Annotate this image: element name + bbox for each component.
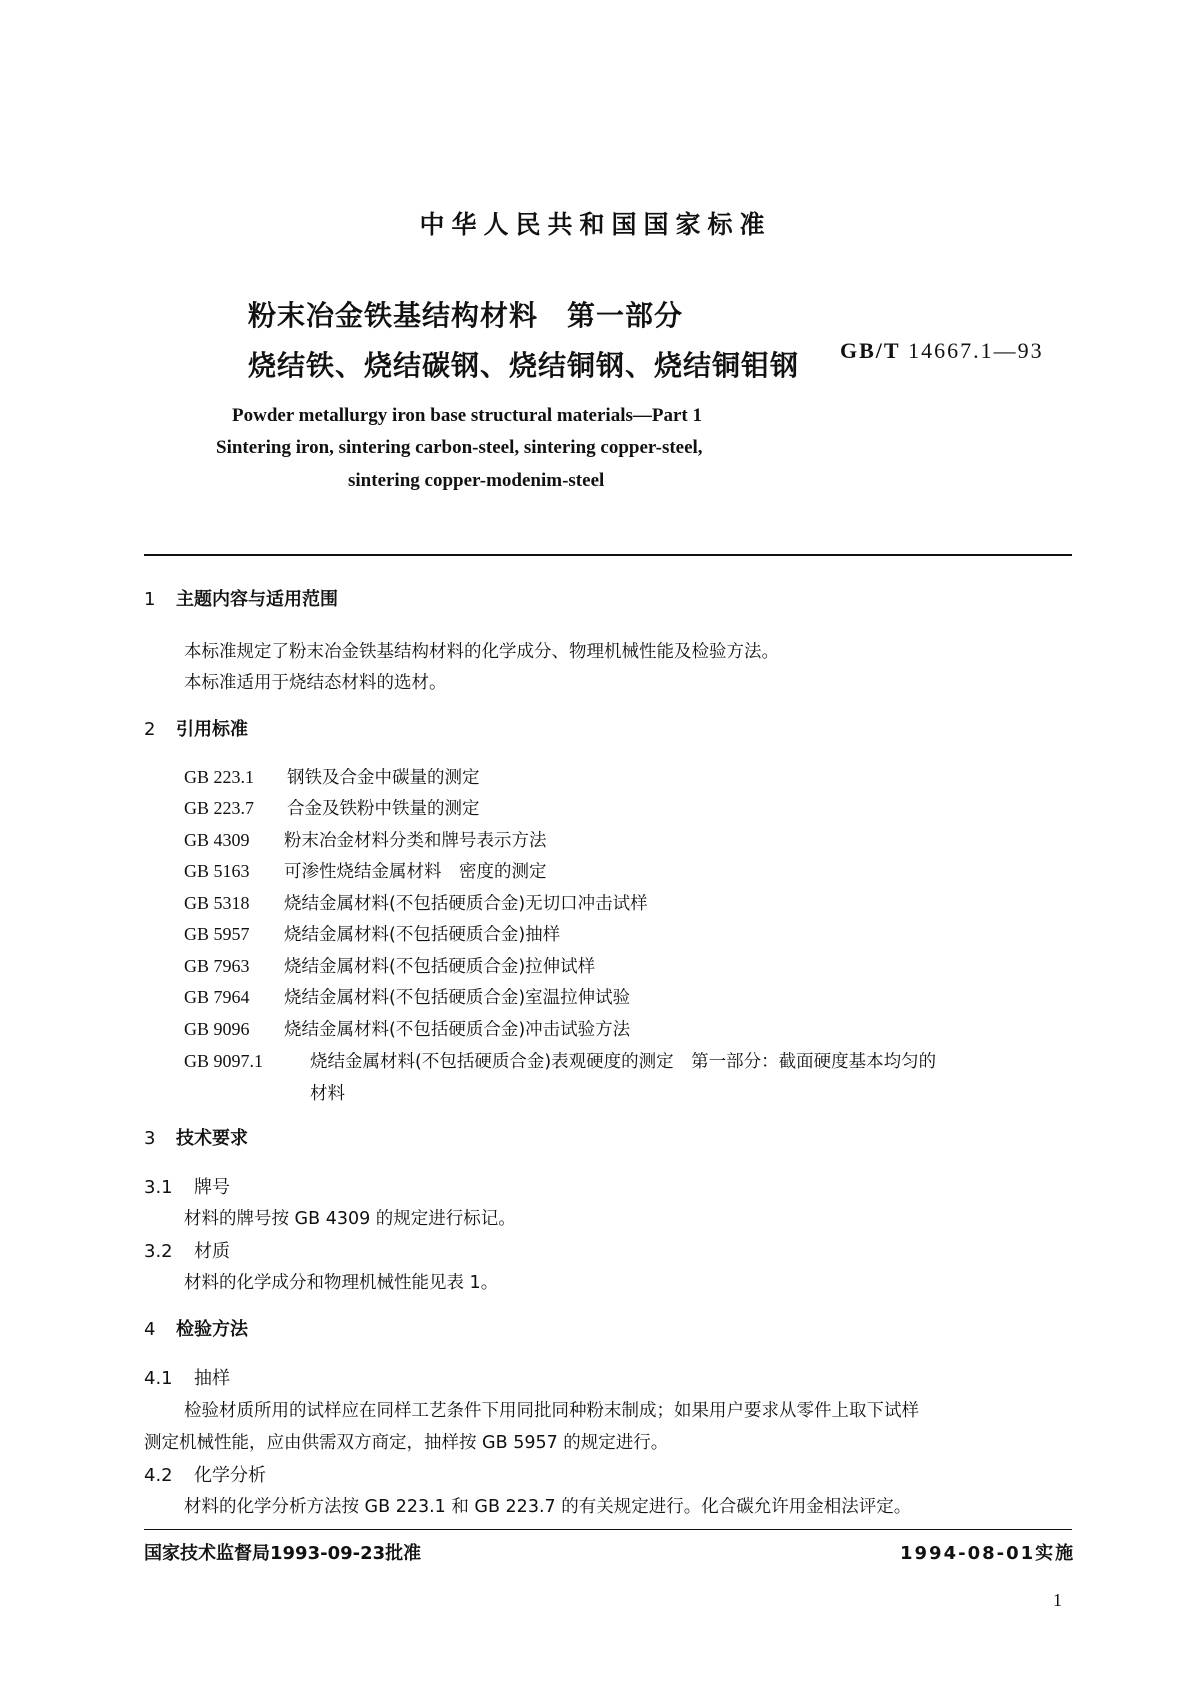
- subsection-number: 3.2: [144, 1241, 173, 1262]
- subsection-title: 抽样: [194, 1368, 230, 1389]
- section-number: 1: [144, 589, 156, 610]
- title-en-line2: Sintering iron, sintering carbon-steel, sintering copper-steel,: [216, 437, 703, 458]
- reference-code: GB 5957: [184, 924, 250, 944]
- reference-text: 可渗性烧结金属材料 密度的测定: [284, 862, 547, 882]
- subsection-4-2-heading: [144, 1461, 266, 1487]
- implementation-date: 1994-08-01实施: [900, 1543, 1076, 1564]
- subsection-title: 牌号: [194, 1177, 230, 1198]
- reference-code: GB 4309: [184, 830, 250, 850]
- reference-text: 合金及铁粉中铁量的测定: [287, 799, 480, 819]
- title-en-line3: sintering copper-modenim-steel: [348, 470, 605, 491]
- section-number: 3: [144, 1128, 156, 1149]
- reference-item: [184, 921, 560, 946]
- header-divider: [144, 554, 1072, 556]
- title-en-line1: Powder metallurgy iron base structural materials—Part 1: [232, 405, 702, 426]
- subsection-number: 4.1: [144, 1368, 173, 1389]
- footer-divider: [144, 1529, 1072, 1530]
- reference-item: [184, 890, 648, 915]
- title-cn-line2: 烧结铁、烧结碳钢、烧结铜钢、烧结铜钼钢: [248, 349, 800, 382]
- section-4-heading: [144, 1315, 248, 1341]
- subsection-number: 3.1: [144, 1177, 173, 1198]
- section-title: 技术要求: [176, 1128, 248, 1149]
- reference-item: [184, 984, 630, 1009]
- reference-code: GB 223.7: [184, 798, 255, 818]
- standard-code: [840, 338, 1044, 364]
- reference-code: GB 9097.1: [184, 1051, 264, 1071]
- standard-prefix: GB/T: [840, 338, 901, 363]
- reference-text: 烧结金属材料(不包括硬质合金)无切口冲击试样: [284, 894, 648, 914]
- reference-text: 烧结金属材料(不包括硬质合金)拉伸试样: [284, 957, 596, 977]
- subsection-4-1-heading: [144, 1364, 230, 1390]
- reference-text: 粉末冶金材料分类和牌号表示方法: [284, 831, 547, 851]
- reference-item: [184, 795, 480, 820]
- section-title: 检验方法: [176, 1319, 248, 1340]
- subsection-title: 材质: [194, 1241, 230, 1262]
- reference-text: 烧结金属材料(不包括硬质合金)冲击试验方法: [284, 1020, 631, 1040]
- subsection-title: 化学分析: [194, 1465, 266, 1486]
- reference-text: 烧结金属材料(不包括硬质合金)表观硬度的测定 第一部分：截面硬度基本均匀的: [310, 1052, 937, 1072]
- reference-text: 钢铁及合金中碳量的测定: [287, 768, 480, 788]
- subsection-4-2-text: 材料的化学分析方法按 GB 223.1 和 GB 223.7 的有关规定进行。化合碳允许用金相法评定。: [184, 1497, 912, 1517]
- section-title: 主题内容与适用范围: [176, 589, 338, 610]
- national-standard-heading: 中华人民共和国国家标准: [419, 210, 772, 239]
- subsection-4-1-text-line1: 检验材质所用的试样应在同样工艺条件下用同批同种粉末制成；如果用户要求从零件上取下试样: [184, 1401, 919, 1421]
- page-number: 1: [1053, 1590, 1062, 1610]
- reference-code: GB 223.1: [184, 767, 255, 787]
- section-1-para2: 本标准适用于烧结态材料的选材。: [184, 673, 447, 693]
- reference-code: GB 5163: [184, 861, 250, 881]
- subsection-4-1-text-line2: 测定机械性能，应由供需双方商定，抽样按 GB 5957 的规定进行。: [144, 1433, 669, 1453]
- reference-code: GB 9096: [184, 1019, 250, 1039]
- standard-number: 14667.1—93: [908, 338, 1044, 363]
- reference-text: 烧结金属材料(不包括硬质合金)抽样: [284, 925, 561, 945]
- reference-item: [184, 953, 595, 978]
- subsection-3-2-text: 材料的化学成分和物理机械性能见表 1。: [184, 1273, 499, 1293]
- reference-text-continuation: 材料: [310, 1084, 345, 1104]
- section-3-heading: [144, 1124, 248, 1150]
- approval-date: 国家技术监督局1993-09-23批准: [144, 1543, 422, 1564]
- title-cn-line1: 粉末冶金铁基结构材料 第一部分: [248, 299, 684, 332]
- section-1-para1: 本标准规定了粉末冶金铁基结构材料的化学成分、物理机械性能及检验方法。: [184, 642, 779, 662]
- subsection-3-1-heading: [144, 1173, 230, 1199]
- reference-code: GB 7963: [184, 956, 250, 976]
- subsection-3-1-text: 材料的牌号按 GB 4309 的规定进行标记。: [184, 1209, 516, 1229]
- section-number: 2: [144, 719, 156, 740]
- reference-item: [184, 1016, 630, 1041]
- reference-item: [184, 1048, 936, 1073]
- subsection-3-2-heading: [144, 1237, 230, 1263]
- reference-item: [184, 827, 547, 852]
- reference-item: [184, 858, 547, 883]
- reference-code: GB 7964: [184, 987, 250, 1007]
- reference-code: GB 5318: [184, 893, 250, 913]
- subsection-number: 4.2: [144, 1465, 173, 1486]
- reference-text: 烧结金属材料(不包括硬质合金)室温拉伸试验: [284, 988, 631, 1008]
- reference-item: [184, 764, 480, 789]
- section-number: 4: [144, 1319, 156, 1340]
- section-title: 引用标准: [176, 719, 248, 740]
- section-2-heading: [144, 715, 248, 741]
- section-1-heading: [144, 585, 338, 611]
